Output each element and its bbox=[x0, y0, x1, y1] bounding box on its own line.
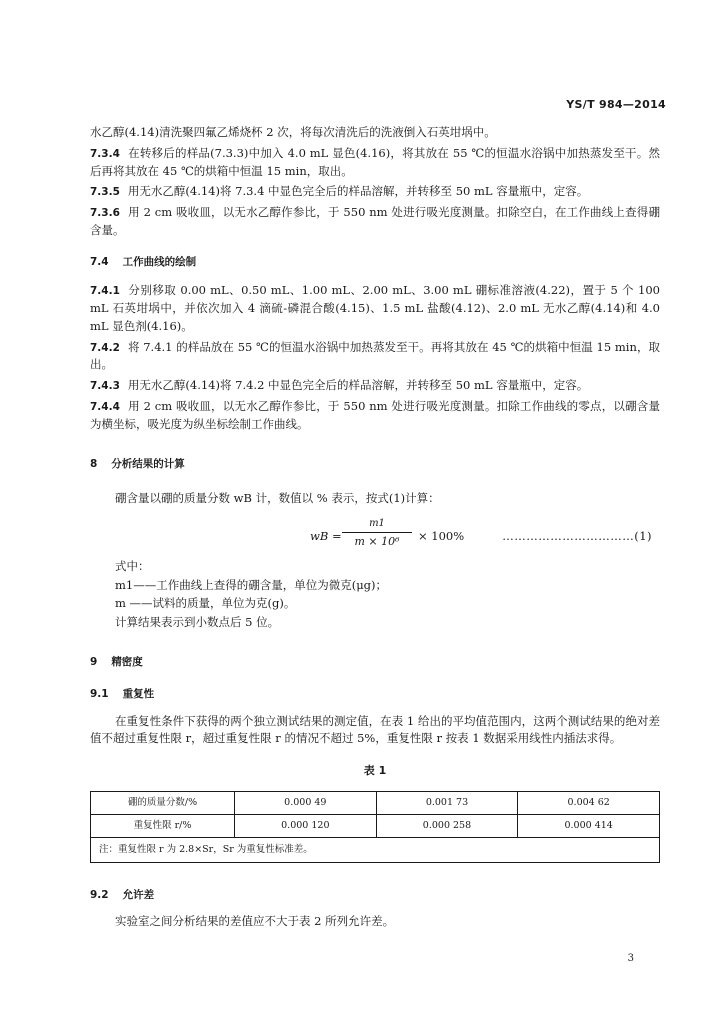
clause-number: 7.3.4 bbox=[90, 147, 120, 160]
clause-7-3-6 bbox=[90, 204, 660, 240]
definition-m1: m1——工作曲线上查得的硼含量，单位为微克(μg)； bbox=[115, 577, 388, 592]
clause-number: 7.4.4 bbox=[90, 401, 120, 414]
section-title: 分析结果的计算 bbox=[111, 457, 185, 470]
clause-text: 分别移取 0.00 mL、0.50 mL、1.00 mL、2.00 mL、3.00 mL 硼标准溶液(4.22)，置于 5 个 100 mL 石英坩埚中，并依次加入 4 滴硫-磷混合酸(4.15)、1.5 mL 盐酸(4.12)、2.0 mL 无水乙醇(4.14)和 4.0 mL 显色剂(4.16)。 bbox=[90, 283, 660, 333]
clause-text: 在转移后的样品(7.3.3)中加入 4.0 mL 显色(4.16)，将其放在 55 ℃的恒温水浴锅中加热蒸发至干。然后再将其放在 45 ℃的烘箱中恒温 15 min，取出。 bbox=[90, 145, 660, 178]
clause-number: 7.4.1 bbox=[90, 285, 120, 298]
repeatability-text: 在重复性条件下获得的两个独立测试结果的测定值，在表 1 给出的平均值范围内，这两个测试结果的绝对差值不超过重复性限 r，超过重复性限 r 的情况不超过 5%，重复性限 r 按表 1 数据采用线性内插法求得。 bbox=[90, 713, 660, 746]
clause-text: 用无水乙醇(4.14)将 7.3.4 中显色完全后的样品溶解，并转移至 50 mL 容量瓶中，定容。 bbox=[127, 184, 589, 199]
definition-m: m ——试料的质量，单位为克(g)。 bbox=[115, 596, 296, 611]
table-cell: 0.000 258 bbox=[376, 815, 518, 838]
page-number: 3 bbox=[627, 952, 634, 964]
section-title: 重复性 bbox=[122, 688, 155, 701]
section-title: 工作曲线的绘制 bbox=[122, 255, 197, 268]
clause-number: 7.4.2 bbox=[90, 341, 120, 354]
clause-number: 7.3.5 bbox=[90, 186, 120, 199]
repeatability-table bbox=[90, 791, 660, 863]
section-heading-9-1 bbox=[90, 686, 660, 702]
section-number: 9.2 bbox=[90, 889, 109, 902]
clause-number: 7.3.6 bbox=[90, 207, 120, 220]
table-row bbox=[91, 792, 660, 815]
variable-definitions bbox=[115, 558, 660, 632]
equation-number: ……………………………(1) bbox=[502, 528, 652, 543]
section-heading-7-4 bbox=[90, 254, 660, 270]
table-row-label: 硼的质量分数/% bbox=[91, 792, 235, 815]
page-content bbox=[90, 124, 660, 934]
table-note: 注：重复性限 r 为 2.8×Sr，Sr 为重复性标准差。 bbox=[91, 838, 660, 863]
tolerance-text: 实验室之间分析结果的差值应不大于表 2 所列允许差。 bbox=[115, 914, 395, 929]
formula-rhs: × 100% bbox=[418, 528, 465, 543]
table-1-caption: 表 1 bbox=[363, 764, 387, 778]
formula-1 bbox=[90, 516, 660, 556]
clause-7-3-5 bbox=[90, 183, 660, 201]
section-number: 9.1 bbox=[90, 688, 109, 701]
table-cell: 0.001 73 bbox=[376, 792, 518, 815]
section-heading-8 bbox=[90, 456, 660, 472]
table-row bbox=[91, 815, 660, 838]
table-row-label: 重复性限 r/% bbox=[91, 815, 235, 838]
clause-7-4-4 bbox=[90, 398, 660, 434]
standard-code: YS/T 984—2014 bbox=[566, 98, 666, 111]
paragraph-7-3-3-continuation: 水乙醇(4.14)清洗聚四氟乙烯烧杯 2 次，将每次清洗后的洗液倒入石英坩埚中。 bbox=[90, 125, 496, 139]
formula-lhs: wB = bbox=[310, 528, 342, 543]
clause-7-3-4 bbox=[90, 145, 660, 181]
section-number: 8 bbox=[90, 457, 98, 470]
clause-7-4-3 bbox=[90, 377, 660, 395]
clause-number: 7.4.3 bbox=[90, 380, 120, 393]
where-label: 式中： bbox=[115, 558, 150, 573]
rounding-rule: 计算结果表示到小数点后 5 位。 bbox=[115, 615, 280, 630]
section-title: 精密度 bbox=[111, 655, 143, 668]
table-note-row bbox=[91, 838, 660, 863]
clause-text: 用无水乙醇(4.14)将 7.4.2 中显色完全后的样品溶解，并转移至 50 mL 容量瓶中，定容。 bbox=[127, 378, 589, 393]
section-heading-9-2 bbox=[90, 887, 660, 903]
clause-text: 将 7.4.1 的样品放在 55 ℃的恒温水浴锅中加热蒸发至干。再将其放在 45 ℃的烘箱中恒温 15 min，取出。 bbox=[90, 339, 660, 372]
section-title: 允许差 bbox=[122, 889, 155, 902]
calculation-intro: 硼含量以硼的质量分数 wB 计，数值以 % 表示，按式(1)计算： bbox=[115, 490, 440, 505]
clause-text: 用 2 cm 吸收皿，以无水乙醇作参比，于 550 nm 处进行吸光度测量。扣除空白，在工作曲线上查得硼含量。 bbox=[90, 205, 660, 238]
table-cell: 0.000 120 bbox=[235, 815, 377, 838]
section-heading-9 bbox=[90, 654, 660, 670]
clause-text: 用 2 cm 吸收皿，以无水乙醇作参比，于 550 nm 处进行吸光度测量。扣除工作曲线的零点，以硼含量为横坐标，吸光度为纵坐标绘制工作曲线。 bbox=[90, 399, 660, 431]
clause-7-4-1 bbox=[90, 282, 660, 335]
section-number: 7.4 bbox=[90, 255, 109, 268]
section-number: 9 bbox=[90, 655, 98, 668]
formula-fraction bbox=[342, 516, 412, 551]
clause-7-4-2 bbox=[90, 339, 660, 375]
formula-numerator: m1 bbox=[342, 516, 412, 534]
formula-denominator: m × 10⁶ bbox=[354, 535, 400, 549]
table-cell: 0.004 62 bbox=[518, 792, 660, 815]
table-cell: 0.000 414 bbox=[518, 815, 660, 838]
table-cell: 0.000 49 bbox=[235, 792, 377, 815]
